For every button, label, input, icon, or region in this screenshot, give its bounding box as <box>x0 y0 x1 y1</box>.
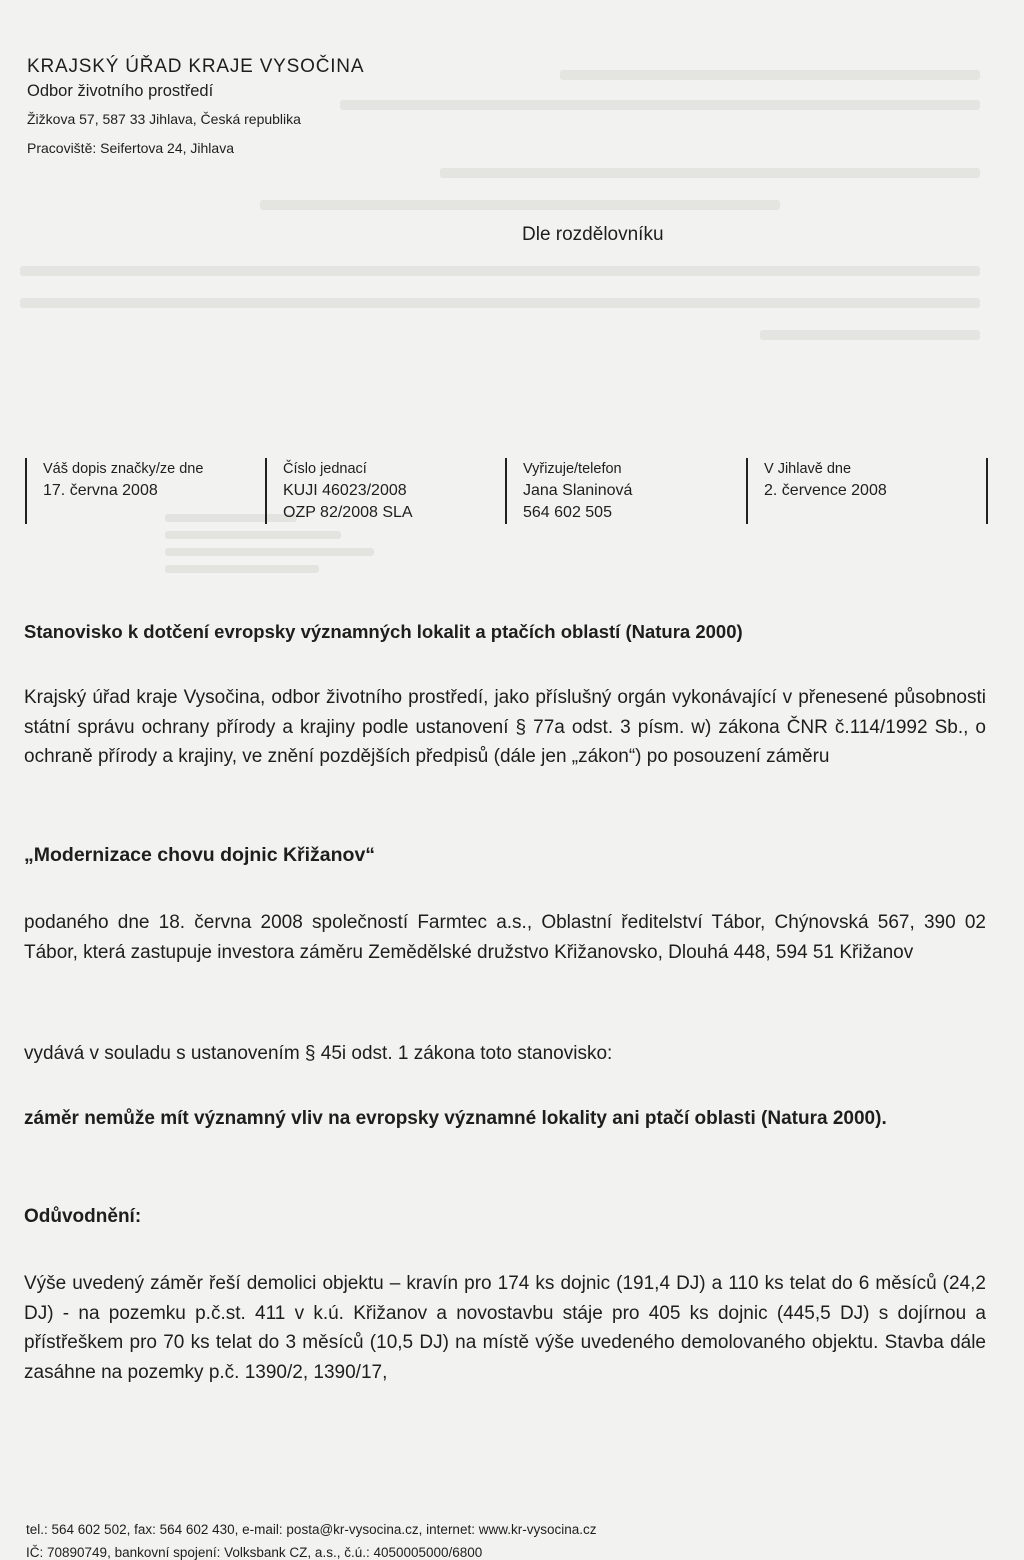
ref-label: Vyřizuje/telefon <box>523 461 622 477</box>
office-address: Žižkova 57, 587 33 Jihlava, Česká republika <box>27 111 301 127</box>
organization-name: KRAJSKÝ ÚŘAD KRAJE VYSOČINA <box>27 56 365 77</box>
ref-value: 2. července 2008 <box>764 482 887 499</box>
bleed-through-line <box>440 168 980 178</box>
ref-place-date <box>746 458 887 524</box>
ref-value: 564 602 505 <box>523 504 612 521</box>
document-heading: Stanovisko k dotčení evropsky významných lokalit a ptačích oblastí (Natura 2000) <box>24 621 743 642</box>
bleed-through-line <box>260 200 780 210</box>
ref-value: Jana Slaninová <box>523 482 633 499</box>
ref-label: Váš dopis značky/ze dne <box>43 461 204 477</box>
footer-contacts: tel.: 564 602 502, fax: 564 602 430, e-mail: posta@kr-vysocina.cz, internet: www.kr-vysocina.cz <box>26 1522 597 1537</box>
ref-value: OZP 82/2008 SLA <box>283 504 413 521</box>
decision-paragraph: záměr nemůže mít významný vliv na evropsky významné lokality ani ptačí oblasti (Natura 2000). <box>24 1108 887 1129</box>
project-name: „Modernizace chovu dojnic Křižanov“ <box>24 844 376 866</box>
ref-value: KUJI 46023/2008 <box>283 482 407 499</box>
bleed-through-line <box>560 70 980 80</box>
ref-label: V Jihlavě dne <box>764 461 852 477</box>
reasoning-paragraph: Výše uvedený záměr řeší demolici objektu – kravín pro 174 ks dojnic (191,4 DJ) a 110 ks telat do 6 měsíců (24,2 DJ) - na pozemku p.č.st. 411 v k.ú. Křižanov a novostavbu stáje pro 405 ks dojnic (445,5 DJ) s dojírnou a přístřeškem pro 70 ks telat do 3 měsíců (10,5 DJ) na místě výše uvedeného demolovaného objektu. Stavba dále zasáhne na pozemky p.č. 1390/2, 1390/17, <box>24 1273 986 1383</box>
footer-bank: IČ: 70890749, bankovní spojení: Volksbank CZ, a.s., č.ú.: 4050005000/6800 <box>26 1545 483 1560</box>
reasoning-heading: Odůvodnění: <box>24 1206 142 1227</box>
workplace-address: Pracoviště: Seifertova 24, Jihlava <box>27 140 234 156</box>
ref-reference-number <box>265 458 413 524</box>
intro-paragraph: Krajský úřad kraje Vysočina, odbor životního prostředí, jako příslušný orgán vykonávající v přenesené působnosti státní správu ochrany přírody a krajiny podle ustanovení § 77a odst. 3 písm. w) zákona ČNR č.114/1992 Sb., o ochraně přírody a krajiny, ve znění pozdějších předpisů (dále jen „zákon“) po posouzení záměru <box>24 687 986 767</box>
ref-handled-by <box>505 458 632 524</box>
ref-label: Číslo jednací <box>283 461 367 477</box>
ref-value: 17. června 2008 <box>43 482 158 499</box>
bleed-through-line <box>760 330 980 340</box>
ref-your-letter <box>25 458 203 524</box>
bleed-through-line <box>340 100 980 110</box>
submission-paragraph: podaného dne 18. června 2008 společností Farmtec a.s., Oblastní ředitelství Tábor, Chýnovská 567, 390 02 Tábor, která zastupuje investora záměru Zemědělské družstvo Křižanovsko, Dlouhá 448, 594 51 Křižanov <box>24 912 986 963</box>
ref-divider <box>986 458 988 524</box>
recipient: Dle rozdělovníku <box>522 224 664 245</box>
bleed-through-line <box>20 298 980 308</box>
bleed-through-line <box>20 266 980 276</box>
issues-paragraph: vydává v souladu s ustanovením § 45i odst. 1 zákona toto stanovisko: <box>24 1043 613 1064</box>
department-name: Odbor životního prostředí <box>27 82 214 100</box>
